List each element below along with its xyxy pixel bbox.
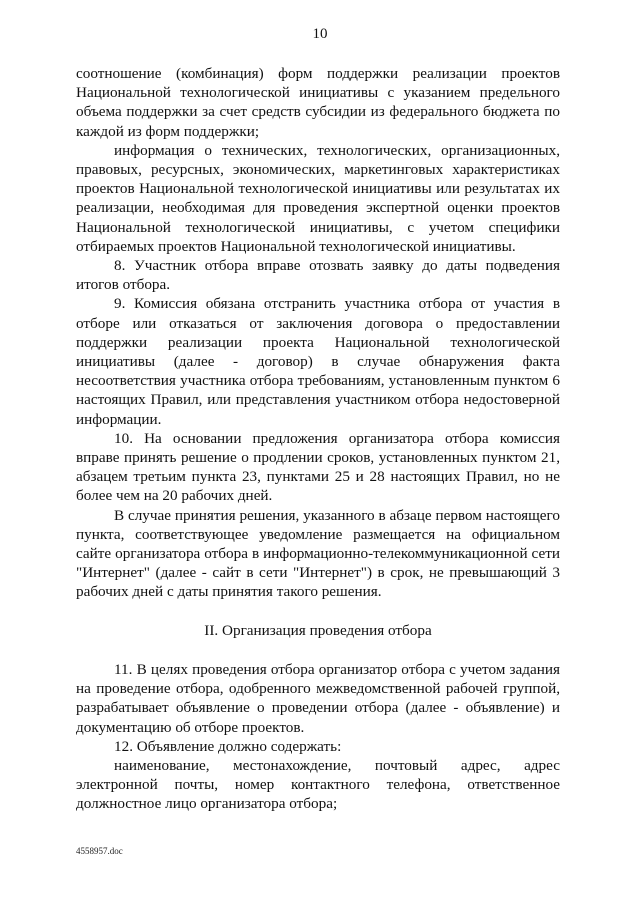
paragraph-forms-ratio: соотношение (комбинация) форм поддержки реализации проектов Национальной технологической инициативы с указанием предельного объема поддержки за счет средств субсидии из федерального бюджета по каждой из форм поддержки; <box>76 65 560 140</box>
paragraph-item-8: 8. Участник отбора вправе отозвать заявку до даты подведения итогов отбора. <box>76 257 560 294</box>
page-number: 10 <box>312 26 328 42</box>
paragraph-project-info: информация о технических, технологических, организационных, правовых, ресурсных, экономических, маркетинговых характеристиках проектов Национальной технологической инициативы или результатах их реализации, необходимая для проведения экспертной оценки проектов Национальной технологической инициативы, с учетом специфики отбираемых проектов Национальной технологической инициативы. <box>76 141 560 255</box>
paragraph-contacts: наименование, местонахождение, почтовый адрес, адрес электронной почты, номер контактного телефона, ответственное должностное лицо организатора отбора; <box>76 756 560 813</box>
paragraph-item-11: 11. В целях проведения отбора организатор отбора с учетом задания на проведение отбора, одобренного межведомственной рабочей группой, разрабатывает объявление о проведении отбора (далее - объявление) и документацию об отборе проектов. <box>76 660 560 736</box>
document-body <box>76 64 560 814</box>
paragraph-item-12: 12. Объявление должно содержать: <box>114 737 342 755</box>
footer-filename: 4558957.doc <box>76 846 123 856</box>
paragraph-item-9: 9. Комиссия обязана отстранить участника отбора от участия в отборе или отказаться от заключения договора о предоставлении поддержки реализации проекта Национальной технологической инициативы (далее - договор) в случае обнаружения факта несоответствия участника отбора требованиям, установленным пунктом 6 настоящих Правил, или представления участником отбора недостоверной информации. <box>76 295 560 428</box>
paragraph-item-10-notice: В случае принятия решения, указанного в абзаце первом настоящего пункта, соответствующее уведомление размещается на официальном сайте организатора отбора в информационно-телекоммуникационной сети "Интернет" (далее - сайт в сети "Интернет") в срок, не превышающий 3 рабочих дней с даты принятия такого решения. <box>76 506 560 601</box>
section-heading: II. Организация проведения отбора <box>204 621 432 639</box>
paragraph-item-10: 10. На основании предложения организатора отбора комиссия вправе принять решение о продлении сроков, установленных пунктом 21, абзацем третьим пункта 23, пунктами 25 и 28 настоящих Правил, но не более чем на 20 рабочих дней. <box>76 429 560 505</box>
